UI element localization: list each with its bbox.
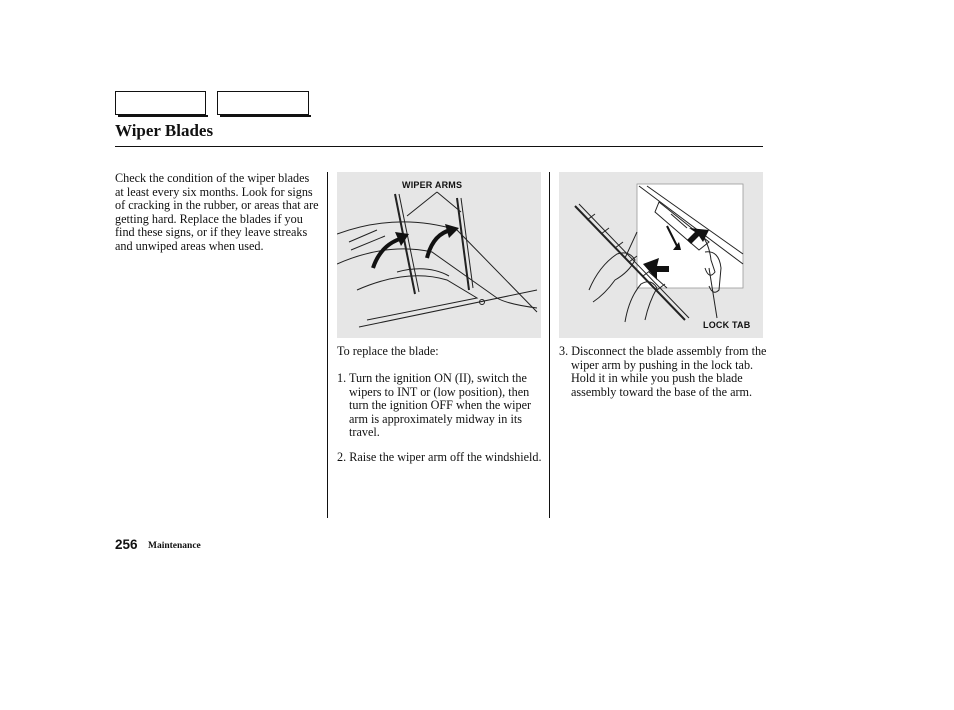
wiper-arms-label: WIPER ARMS — [402, 180, 463, 190]
procedure-step-2: 2. Raise the wiper arm off the windshield. — [337, 450, 542, 464]
title-rule — [115, 146, 763, 147]
lock-tab-label: LOCK TAB — [703, 320, 751, 330]
header-tab-box-1 — [115, 91, 206, 115]
lock-tab-illustration — [559, 172, 763, 338]
procedure-intro: To replace the blade: — [337, 344, 439, 358]
procedure-step-3: 3. Disconnect the blade assembly from the wiper arm by pushing in the lock tab. Hold it in while you push the blade assembly toward the base of the arm. — [559, 344, 767, 399]
wiper-arms-figure — [337, 172, 541, 338]
column-divider-2 — [549, 172, 550, 518]
section-name: Maintenance — [148, 541, 201, 551]
lock-tab-figure — [559, 172, 763, 338]
intro-paragraph: Check the condition of the wiper blades at least every six months. Look for signs of cracking in the rubber, or areas that are getting hard. Replace the blades if you find these signs, or if they leave streaks and unwiped areas when used. — [115, 171, 319, 253]
column-divider-1 — [327, 172, 328, 518]
wiper-arms-illustration — [337, 172, 541, 338]
procedure-step-1: 1. Turn the ignition ON (II), switch the wipers to INT or (low position), then turn the ignition OFF when the wiper arm is approximately midway in its travel. — [337, 371, 532, 439]
page-title: Wiper Blades — [115, 121, 214, 140]
page-number: 256 — [115, 537, 138, 552]
header-tab-box-2 — [217, 91, 309, 115]
